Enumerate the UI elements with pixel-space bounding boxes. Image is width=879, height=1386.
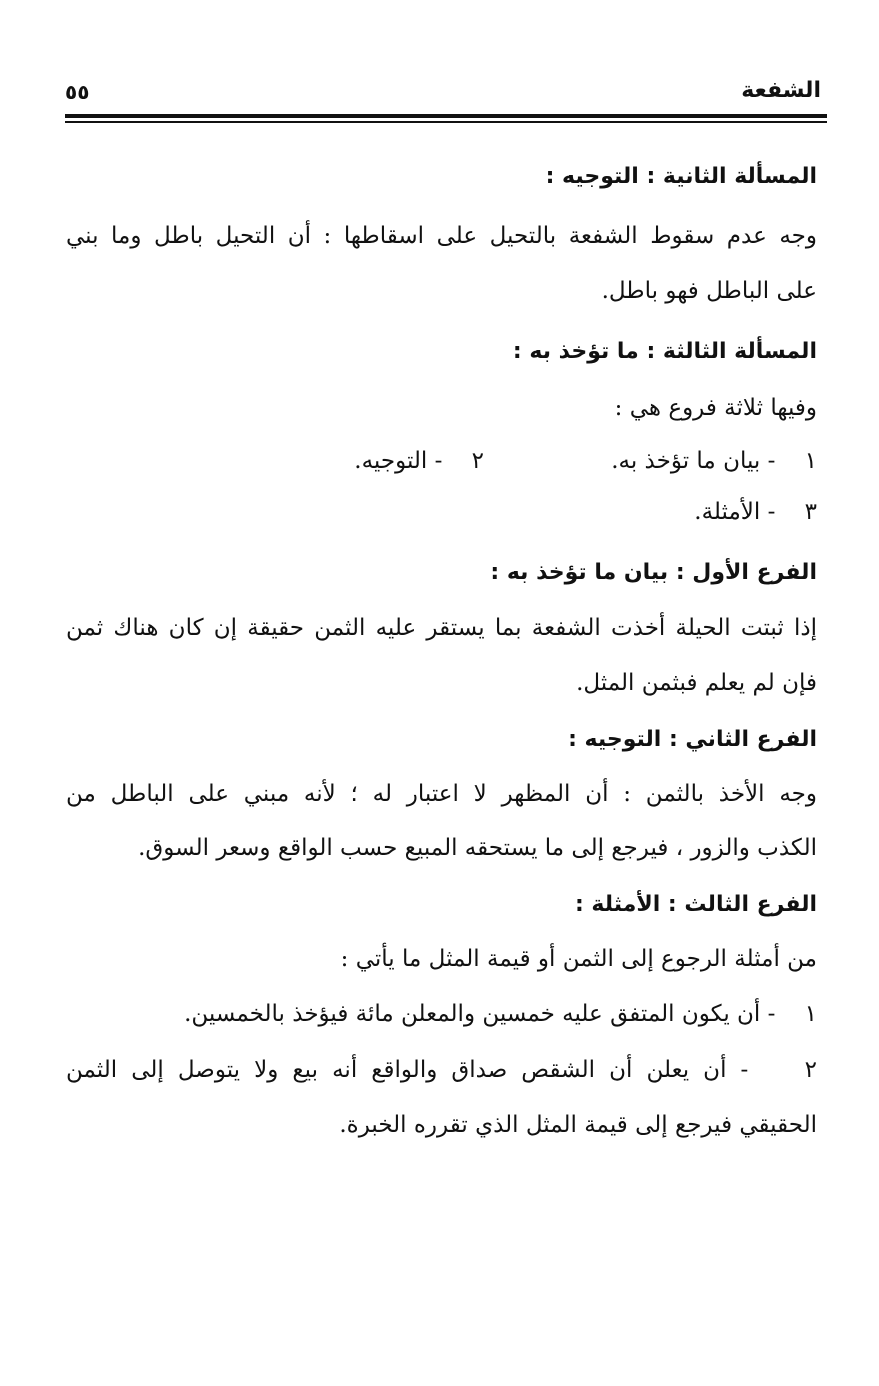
list-text: - بيان ما تؤخذ به. bbox=[611, 448, 776, 474]
paragraph-line: إذا ثبتت الحيلة أخذت الشفعة بما يستقر عليه الثمن حقيقة إن كان هناك ثمن bbox=[66, 615, 817, 641]
example-text: - أن يكون المتفق عليه خمسين والمعلن مائة فيؤخذ بالخمسين. bbox=[184, 1001, 776, 1027]
list-text: - التوجيه. bbox=[354, 448, 443, 474]
list-text: - الأمثلة. bbox=[694, 499, 776, 525]
header-rule-thin bbox=[65, 121, 827, 123]
heading-branch-two: الفرع الثاني : التوجيه : bbox=[568, 727, 817, 752]
heading-branch-one: الفرع الأول : بيان ما تؤخذ به : bbox=[490, 560, 817, 585]
example-item bbox=[184, 999, 817, 1029]
example-number: ١ bbox=[804, 1001, 817, 1027]
list-item bbox=[694, 497, 817, 527]
example-item bbox=[66, 1055, 817, 1085]
heading-third-issue: المسألة الثالثة : ما تؤخذ به : bbox=[512, 339, 817, 364]
list-item bbox=[354, 446, 484, 476]
example-text: - أن يعلن أن الشقص صداق والواقع أنه بيع ولا يتوصل إلى الثمن bbox=[66, 1057, 749, 1083]
example-number: ٢ bbox=[804, 1057, 817, 1083]
list-item bbox=[611, 446, 817, 476]
list-number: ١ bbox=[804, 448, 817, 474]
paragraph-line: فإن لم يعلم فبثمن المثل. bbox=[576, 670, 817, 696]
heading-branch-three: الفرع الثالث : الأمثلة : bbox=[574, 892, 817, 917]
page-number: ٥٥ bbox=[65, 80, 90, 104]
list-number: ٣ bbox=[804, 499, 817, 525]
header-rule-thick bbox=[65, 114, 827, 118]
paragraph-line: الكذب والزور ، فيرجع إلى ما يستحقه المبيع حسب الواقع وسعر السوق. bbox=[138, 835, 817, 861]
paragraph-line: وجه عدم سقوط الشفعة بالتحيل على اسقاطها : أن التحيل باطل وما بني bbox=[66, 223, 817, 249]
list-number: ٢ bbox=[471, 448, 484, 474]
paragraph-line: وجه الأخذ بالثمن : أن المظهر لا اعتبار له ؛ لأنه مبني على الباطل من bbox=[66, 781, 817, 807]
paragraph-line: على الباطل فهو باطل. bbox=[601, 278, 817, 304]
paragraph-line: وفيها ثلاثة فروع هي : bbox=[614, 395, 817, 421]
chapter-title: الشفعة bbox=[741, 78, 821, 103]
paragraph-line: من أمثلة الرجوع إلى الثمن أو قيمة المثل ما يأتي : bbox=[340, 946, 817, 972]
heading-second-issue: المسألة الثانية : التوجيه : bbox=[545, 164, 817, 189]
paragraph-line: الحقيقي فيرجع إلى قيمة المثل الذي تقرره الخبرة. bbox=[339, 1112, 817, 1138]
page-header bbox=[65, 78, 821, 106]
